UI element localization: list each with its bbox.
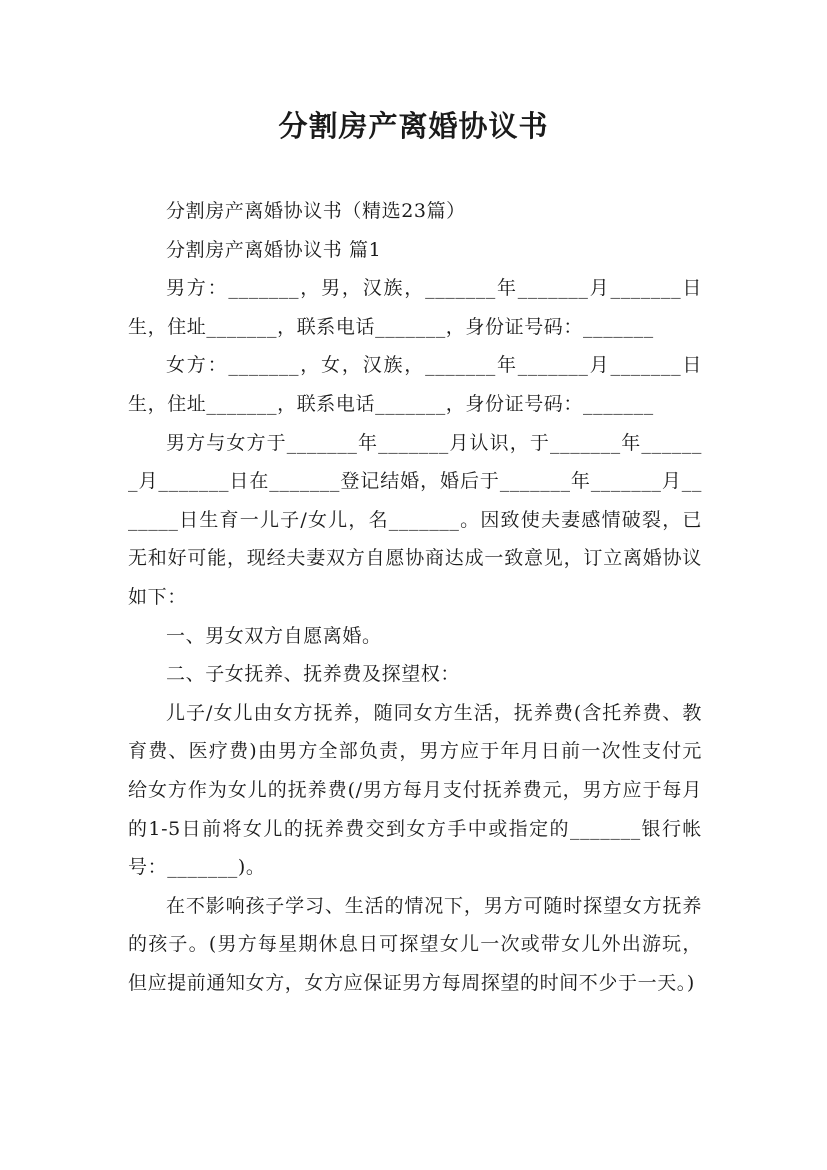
paragraph-clause-1: 一、男女双方自愿离婚。 [166,624,382,647]
paragraph-child-support: 儿子/女儿由女方抚养，随同女方生活，抚养费(含托养费、教育费、医疗费)由男方全部负责，男方应于年月日前一次性支付元给女方作为女儿的抚养费(/男方每月支付抚养费元，男方应于每月的1-5日前将女儿的抚养费交到女方手中或指定的_______银行帐号：_______)。 [128,701,702,879]
paragraph-husband-info: 男方：_______，男，汉族，_______年_______月_______日生，住址_______，联系电话_______，身份证号码：_______ [128,277,702,338]
paragraph-heading-part-1: 分割房产离婚协议书 篇1 [166,238,382,261]
paragraph-visitation: 在不影响孩子学习、生活的情况下，男方可随时探望女方抚养的孩子。(男方每星期休息日可探望女儿一次或带女儿外出游玩，但应提前通知女方，女方应保证男方每周探望的时间不少于一天。) [128,894,702,994]
document-body [128,192,702,1002]
paragraph-clause-2-heading: 二、子女抚养、抚养费及探望权： [166,663,461,686]
paragraph-wife-info: 女方：_______，女，汉族，_______年_______月_______日生，住址_______，联系电话_______，身份证号码：_______ [128,354,702,415]
document-title: 分割房产离婚协议书 [278,109,549,143]
paragraph-heading-collection: 分割房产离婚协议书（精选23篇） [166,200,466,222]
paragraph-marriage-history: 男方与女方于_______年_______月认识，于_______年_______月_______日在_______登记结婚，婚后于_______年_______月_______日生育一儿子/女儿，名_______。因致使夫妻感情破裂，已无和好可能，现经夫妻双方自愿协商达成一致意见，订立离婚协议如下： [128,431,702,608]
